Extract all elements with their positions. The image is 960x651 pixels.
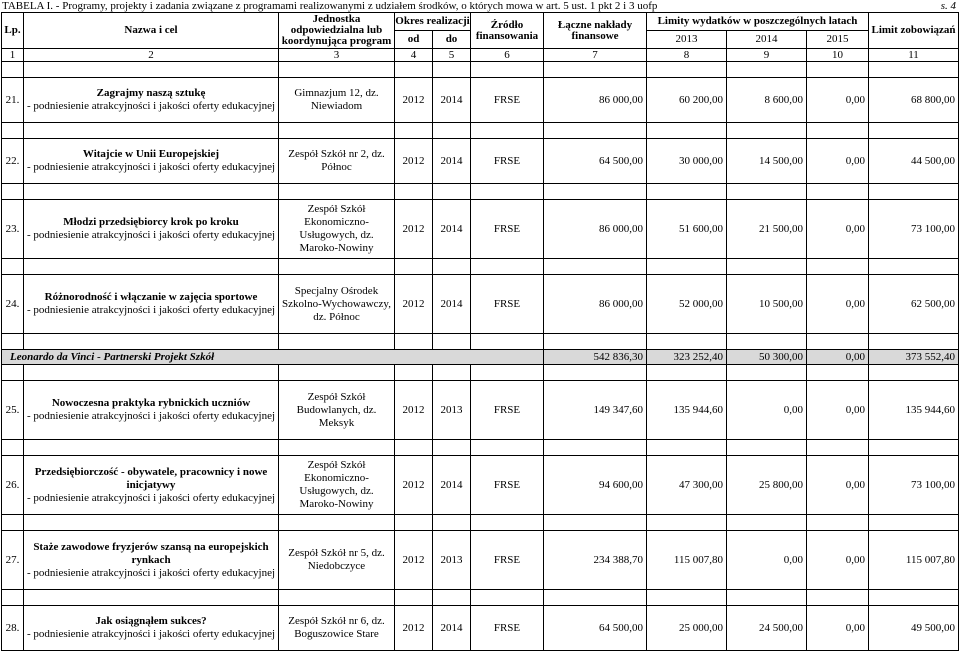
project-goal: - podniesienie atrakcyjności i jakości oferty edukacyjnej (26, 229, 276, 241)
row-name (24, 78, 279, 123)
spacer-cell (869, 184, 959, 200)
row-2014: 8 600,00 (727, 78, 807, 123)
col-number: 5 (433, 49, 471, 62)
spacer-row (2, 123, 959, 139)
spacer-cell (471, 590, 544, 606)
project-goal: - podniesienie atrakcyjności i jakości oferty edukacyjnej (26, 161, 276, 173)
row-total: 86 000,00 (544, 200, 647, 259)
spacer-cell (544, 334, 647, 350)
spacer-cell (2, 365, 24, 381)
spacer-cell (544, 590, 647, 606)
spacer-cell (727, 365, 807, 381)
project-title: Zagrajmy naszą sztukę (96, 87, 206, 99)
spacer-row (2, 259, 959, 275)
spacer-cell (544, 440, 647, 456)
row-2013: 60 200,00 (647, 78, 727, 123)
row-lp: 28. (2, 606, 24, 651)
spacer-row (2, 590, 959, 606)
row-from: 2012 (395, 139, 433, 184)
row-from: 2012 (395, 381, 433, 440)
spacer-cell (807, 515, 869, 531)
spacer-cell (433, 440, 471, 456)
project-title: Nowoczesna praktyka rybnickich uczniów (51, 397, 251, 409)
spacer-cell (544, 184, 647, 200)
row-to: 2014 (433, 78, 471, 123)
spacer-cell (24, 590, 279, 606)
spacer-row (2, 334, 959, 350)
spacer-row (2, 515, 959, 531)
page-marker: s. 4 (940, 0, 956, 12)
row-name (24, 531, 279, 590)
spacer-cell (24, 184, 279, 200)
row-2013: 115 007,80 (647, 531, 727, 590)
spacer-cell (24, 334, 279, 350)
section-total-row (2, 350, 959, 365)
row-2013: 135 944,60 (647, 381, 727, 440)
spacer-cell (727, 259, 807, 275)
spacer-cell (869, 515, 959, 531)
spacer-cell (395, 365, 433, 381)
spacer-cell (869, 259, 959, 275)
spacer-cell (807, 334, 869, 350)
spacer-cell (471, 440, 544, 456)
row-limit: 44 500,00 (869, 139, 959, 184)
spacer-cell (395, 259, 433, 275)
row-2015: 0,00 (807, 606, 869, 651)
spacer-cell (433, 259, 471, 275)
spacer-cell (647, 365, 727, 381)
row-lp: 27. (2, 531, 24, 590)
row-lp: 21. (2, 78, 24, 123)
spacer-cell (433, 515, 471, 531)
spacer-cell (395, 334, 433, 350)
spacer-cell (433, 334, 471, 350)
project-goal: - podniesienie atrakcyjności i jakości oferty edukacyjnej (26, 304, 276, 316)
row-from: 2012 (395, 78, 433, 123)
spacer-cell (2, 440, 24, 456)
spacer-cell (647, 515, 727, 531)
col-number: 10 (807, 49, 869, 62)
col-number: 2 (24, 49, 279, 62)
spacer-cell (395, 62, 433, 78)
spacer-cell (647, 334, 727, 350)
col-number: 7 (544, 49, 647, 62)
row-2015: 0,00 (807, 275, 869, 334)
project-title: Jak osiągnąłem sukces? (95, 615, 207, 627)
row-name (24, 456, 279, 515)
row-source: FRSE (471, 531, 544, 590)
row-2014: 0,00 (727, 531, 807, 590)
spacer-cell (471, 184, 544, 200)
row-from: 2012 (395, 456, 433, 515)
row-total: 64 500,00 (544, 606, 647, 651)
spacer-cell (24, 365, 279, 381)
project-goal: - podniesienie atrakcyjności i jakości oferty edukacyjnej (26, 410, 276, 422)
row-unit: Zespół Szkół nr 2, dz. Północ (279, 139, 395, 184)
table-row (2, 381, 959, 440)
row-source: FRSE (471, 78, 544, 123)
spacer-cell (807, 259, 869, 275)
row-limit: 115 007,80 (869, 531, 959, 590)
row-to: 2014 (433, 200, 471, 259)
row-limit: 135 944,60 (869, 381, 959, 440)
spacer-cell (279, 334, 395, 350)
row-lp: 22. (2, 139, 24, 184)
row-from: 2012 (395, 606, 433, 651)
spacer-cell (433, 184, 471, 200)
spacer-cell (727, 123, 807, 139)
header-source: Źródło finansowania (471, 13, 544, 49)
spacer-cell (727, 334, 807, 350)
row-2013: 52 000,00 (647, 275, 727, 334)
row-to: 2014 (433, 275, 471, 334)
row-2013: 51 600,00 (647, 200, 727, 259)
row-2015: 0,00 (807, 531, 869, 590)
col-number: 11 (869, 49, 959, 62)
row-from: 2012 (395, 531, 433, 590)
spacer-cell (24, 62, 279, 78)
row-2014: 24 500,00 (727, 606, 807, 651)
header-name: Nazwa i cel (24, 13, 279, 49)
row-total: 64 500,00 (544, 139, 647, 184)
col-number: 8 (647, 49, 727, 62)
spacer-cell (544, 123, 647, 139)
spacer-row (2, 184, 959, 200)
row-lp: 25. (2, 381, 24, 440)
spacer-cell (869, 440, 959, 456)
row-total: 86 000,00 (544, 275, 647, 334)
section-limit: 373 552,40 (869, 350, 959, 365)
row-2013: 30 000,00 (647, 139, 727, 184)
project-goal: - podniesienie atrakcyjności i jakości oferty edukacyjnej (26, 100, 276, 112)
row-to: 2014 (433, 606, 471, 651)
spacer-cell (807, 590, 869, 606)
spacer-cell (807, 365, 869, 381)
row-2015: 0,00 (807, 200, 869, 259)
spacer-row (2, 365, 959, 381)
spacer-cell (471, 334, 544, 350)
spacer-cell (279, 440, 395, 456)
header-unit: Jednostka odpowiedzialna lub koordynująca program (279, 13, 395, 49)
spacer-cell (2, 515, 24, 531)
row-unit: Zespół Szkół nr 6, dz. Boguszowice Stare (279, 606, 395, 651)
table-row (2, 200, 959, 259)
row-2013: 47 300,00 (647, 456, 727, 515)
project-title: Różnorodność i włączanie w zajęcia sportowe (44, 291, 258, 303)
spacer-cell (807, 440, 869, 456)
row-to: 2014 (433, 139, 471, 184)
project-goal: - podniesienie atrakcyjności i jakości oferty edukacyjnej (26, 628, 276, 640)
header-limits: Limity wydatków w poszczególnych latach (647, 13, 869, 31)
spacer-cell (471, 515, 544, 531)
header-lp: Lp. (2, 13, 24, 49)
section-label: Leonardo da Vinci - Partnerski Projekt Szkół (2, 350, 544, 365)
row-source: FRSE (471, 200, 544, 259)
spacer-cell (869, 365, 959, 381)
row-lp: 23. (2, 200, 24, 259)
spacer-cell (2, 590, 24, 606)
spacer-cell (24, 515, 279, 531)
spacer-cell (2, 259, 24, 275)
spacer-cell (471, 365, 544, 381)
project-title: Młodzi przedsiębiorcy krok po kroku (63, 216, 239, 228)
spacer-cell (433, 365, 471, 381)
header-total: Łączne nakłady finansowe (544, 13, 647, 49)
spacer-cell (869, 123, 959, 139)
row-from: 2012 (395, 275, 433, 334)
row-unit: Zespół Szkół Ekonomiczno-Usługowych, dz. Maroko-Nowiny (279, 456, 395, 515)
row-source: FRSE (471, 381, 544, 440)
row-name (24, 606, 279, 651)
spacer-cell (647, 259, 727, 275)
table-row (2, 139, 959, 184)
section-total: 542 836,30 (544, 350, 647, 365)
section-2015: 0,00 (807, 350, 869, 365)
spacer-cell (471, 259, 544, 275)
row-from: 2012 (395, 200, 433, 259)
spacer-cell (869, 334, 959, 350)
spacer-cell (471, 62, 544, 78)
row-2015: 0,00 (807, 381, 869, 440)
row-lp: 26. (2, 456, 24, 515)
row-limit: 73 100,00 (869, 456, 959, 515)
row-source: FRSE (471, 139, 544, 184)
project-title: Staże zawodowe fryzjerów szansą na europejskich rynkach (33, 540, 269, 566)
spacer-row (2, 440, 959, 456)
spacer-cell (727, 590, 807, 606)
row-unit: Zespół Szkół nr 5, dz. Niedobczyce (279, 531, 395, 590)
row-2013: 25 000,00 (647, 606, 727, 651)
row-lp: 24. (2, 275, 24, 334)
spacer-cell (727, 515, 807, 531)
spacer-cell (395, 590, 433, 606)
header-2013: 2013 (647, 31, 727, 49)
row-limit: 68 800,00 (869, 78, 959, 123)
spacer-cell (807, 62, 869, 78)
project-goal: - podniesienie atrakcyjności i jakości oferty edukacyjnej (26, 491, 276, 504)
row-name (24, 381, 279, 440)
table-caption (2, 0, 958, 12)
header-2014: 2014 (727, 31, 807, 49)
spacer-cell (544, 259, 647, 275)
spacer-cell (279, 365, 395, 381)
table-row (2, 456, 959, 515)
row-source: FRSE (471, 606, 544, 651)
row-source: FRSE (471, 275, 544, 334)
col-number: 6 (471, 49, 544, 62)
row-unit: Zespół Szkół Ekonomiczno-Usługowych, dz. Maroko-Nowiny (279, 200, 395, 259)
row-unit: Zespół Szkół Budowlanych, dz. Meksyk (279, 381, 395, 440)
spacer-cell (279, 62, 395, 78)
spacer-cell (279, 590, 395, 606)
row-limit: 73 100,00 (869, 200, 959, 259)
spacer-cell (647, 123, 727, 139)
header-commit: Limit zobowiązań (869, 13, 959, 49)
header-2015: 2015 (807, 31, 869, 49)
table-row (2, 531, 959, 590)
row-2014: 25 800,00 (727, 456, 807, 515)
table-row (2, 275, 959, 334)
col-number: 9 (727, 49, 807, 62)
spacer-cell (544, 515, 647, 531)
spacer-cell (2, 184, 24, 200)
header-to: do (433, 31, 471, 49)
spacer-cell (279, 515, 395, 531)
row-to: 2014 (433, 456, 471, 515)
table-row (2, 606, 959, 651)
spacer-cell (2, 334, 24, 350)
spacer-cell (869, 590, 959, 606)
row-total: 86 000,00 (544, 78, 647, 123)
row-2015: 0,00 (807, 78, 869, 123)
spacer-cell (433, 123, 471, 139)
spacer-cell (395, 123, 433, 139)
spacer-cell (2, 123, 24, 139)
col-number: 3 (279, 49, 395, 62)
spacer-cell (279, 123, 395, 139)
spacer-cell (647, 62, 727, 78)
spacer-cell (647, 440, 727, 456)
column-numbers-row (2, 49, 959, 62)
caption-text: TABELA I. - Programy, projekty i zadania związane z programami realizowanymi z udziałem środków, o których mowa w art. 5 ust. 1 pkt 2 i 3 uofp (2, 0, 658, 12)
project-title: Witajcie w Unii Europejskiej (82, 148, 220, 160)
spacer-row (2, 62, 959, 78)
row-2015: 0,00 (807, 139, 869, 184)
spacer-cell (727, 184, 807, 200)
row-2014: 21 500,00 (727, 200, 807, 259)
spacer-cell (869, 62, 959, 78)
spacer-cell (807, 123, 869, 139)
spacer-cell (395, 440, 433, 456)
header-from: od (395, 31, 433, 49)
spacer-cell (544, 62, 647, 78)
row-total: 94 600,00 (544, 456, 647, 515)
spacer-cell (24, 123, 279, 139)
section-2013: 323 252,40 (647, 350, 727, 365)
header-period: Okres realizacji (395, 13, 471, 31)
row-2014: 0,00 (727, 381, 807, 440)
spacer-cell (433, 62, 471, 78)
project-goal: - podniesienie atrakcyjności i jakości oferty edukacyjnej (26, 566, 276, 579)
row-source: FRSE (471, 456, 544, 515)
row-unit: Specjalny Ośrodek Szkolno-Wychowawczy, dz. Północ (279, 275, 395, 334)
spacer-cell (544, 365, 647, 381)
spacer-cell (279, 259, 395, 275)
row-limit: 49 500,00 (869, 606, 959, 651)
row-limit: 62 500,00 (869, 275, 959, 334)
row-2015: 0,00 (807, 456, 869, 515)
spacer-cell (647, 590, 727, 606)
spacer-cell (279, 184, 395, 200)
spacer-cell (24, 259, 279, 275)
project-title: Przedsiębiorczość - obywatele, pracownicy i nowe inicjatywy (34, 465, 268, 491)
row-name (24, 200, 279, 259)
row-total: 234 388,70 (544, 531, 647, 590)
spacer-cell (24, 440, 279, 456)
spacer-cell (727, 440, 807, 456)
table-row (2, 78, 959, 123)
spacer-cell (395, 184, 433, 200)
budget-table (1, 12, 959, 651)
spacer-cell (395, 515, 433, 531)
spacer-cell (807, 184, 869, 200)
spacer-cell (2, 62, 24, 78)
row-to: 2013 (433, 531, 471, 590)
col-number: 4 (395, 49, 433, 62)
row-2014: 10 500,00 (727, 275, 807, 334)
spacer-cell (647, 184, 727, 200)
row-name (24, 139, 279, 184)
spacer-cell (433, 590, 471, 606)
spacer-cell (471, 123, 544, 139)
spacer-cell (727, 62, 807, 78)
row-to: 2013 (433, 381, 471, 440)
row-total: 149 347,60 (544, 381, 647, 440)
row-name (24, 275, 279, 334)
row-unit: Gimnazjum 12, dz. Niewiadom (279, 78, 395, 123)
section-2014: 50 300,00 (727, 350, 807, 365)
col-number: 1 (2, 49, 24, 62)
row-2014: 14 500,00 (727, 139, 807, 184)
